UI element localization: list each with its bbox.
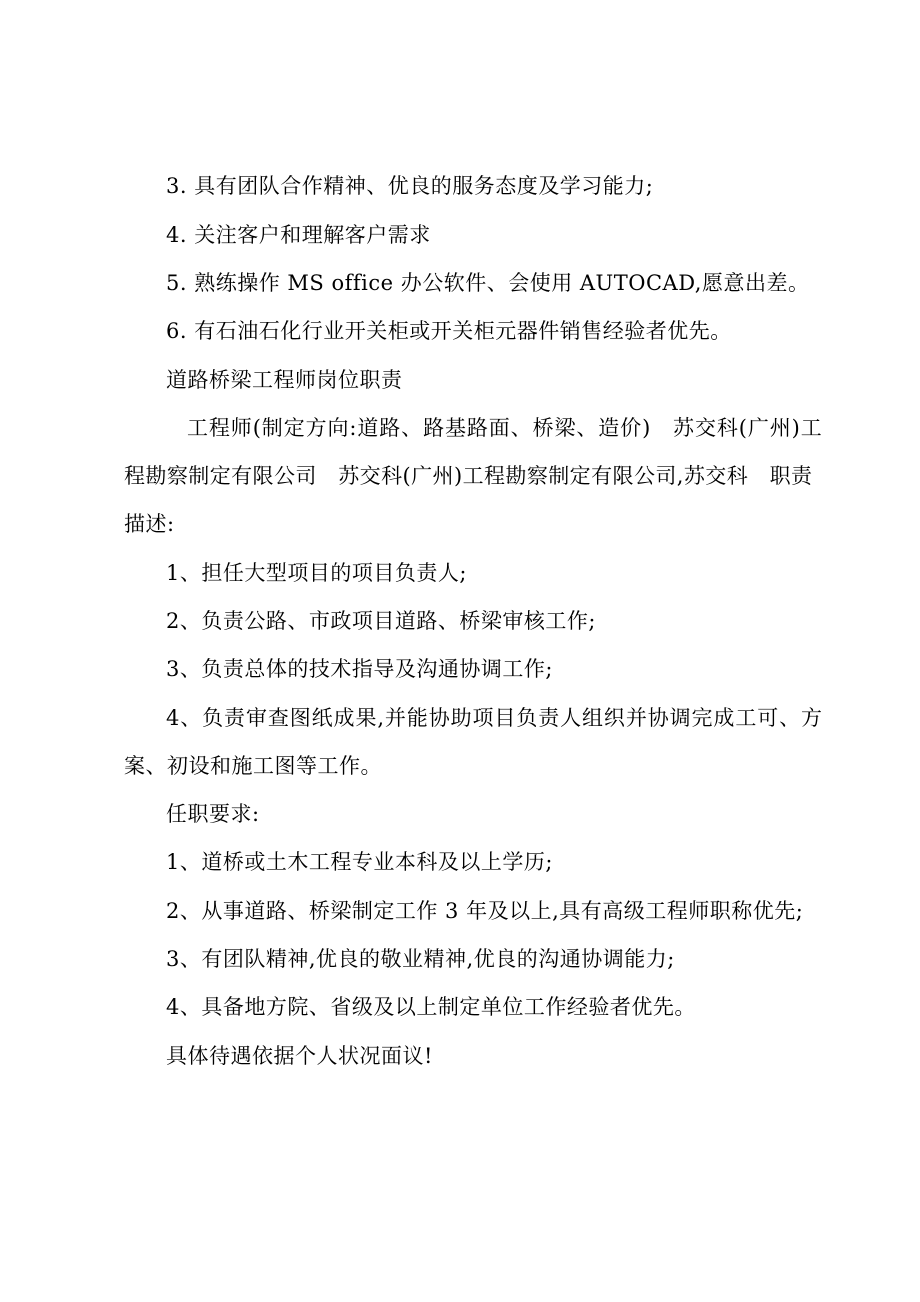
requirement-line-5: 5. 熟练操作 MS office 办公软件、会使用 AUTOCAD,愿意出差。: [166, 271, 810, 295]
job-requirement-4: 4、具备地方院、省级及以上制定单位工作经验者优先。: [166, 995, 696, 1019]
requirement-line-4: 4. 关注客户和理解客户需求: [166, 223, 431, 247]
requirement-line-6: 6. 有石油石化行业开关柜或开关柜元器件销售经验者优先。: [166, 319, 732, 343]
paragraph-line: 程勘察制定有限公司 苏交科(广州)工程勘察制定有限公司,苏交科 职责: [124, 464, 812, 488]
duty-line-2: 2、负责公路、市政项目道路、桥梁审核工作;: [166, 609, 596, 633]
section-heading: 道路桥梁工程师岗位职责: [166, 368, 403, 392]
paragraph-line: 工程师(制定方向:道路、路基路面、桥梁、造价) 苏交科(广州)工: [187, 416, 823, 440]
job-requirement-3: 3、有团队精神,优良的敬业精神,优良的沟通协调能力;: [166, 947, 675, 971]
paragraph-line: 描述:: [124, 512, 175, 536]
requirement-line-3: 3. 具有团队合作精神、优良的服务态度及学习能力;: [166, 174, 654, 198]
job-requirement-2: 2、从事道路、桥梁制定工作 3 年及以上,具有高级工程师职称优先;: [166, 899, 804, 923]
duty-line-1: 1、担任大型项目的项目负责人;: [166, 561, 467, 585]
job-requirement-1: 1、道桥或土木工程专业本科及以上学历;: [166, 850, 553, 874]
salary-note: 具体待遇依据个人状况面议!: [166, 1044, 433, 1068]
duty-line-4: 4、负责审查图纸成果,并能协助项目负责人组织并协调完成工可、方: [166, 706, 823, 730]
duty-line-3: 3、负责总体的技术指导及沟通协调工作;: [166, 657, 553, 681]
requirements-heading: 任职要求:: [166, 802, 260, 826]
duty-line-4-continued: 案、初设和施工图等工作。: [124, 754, 382, 778]
